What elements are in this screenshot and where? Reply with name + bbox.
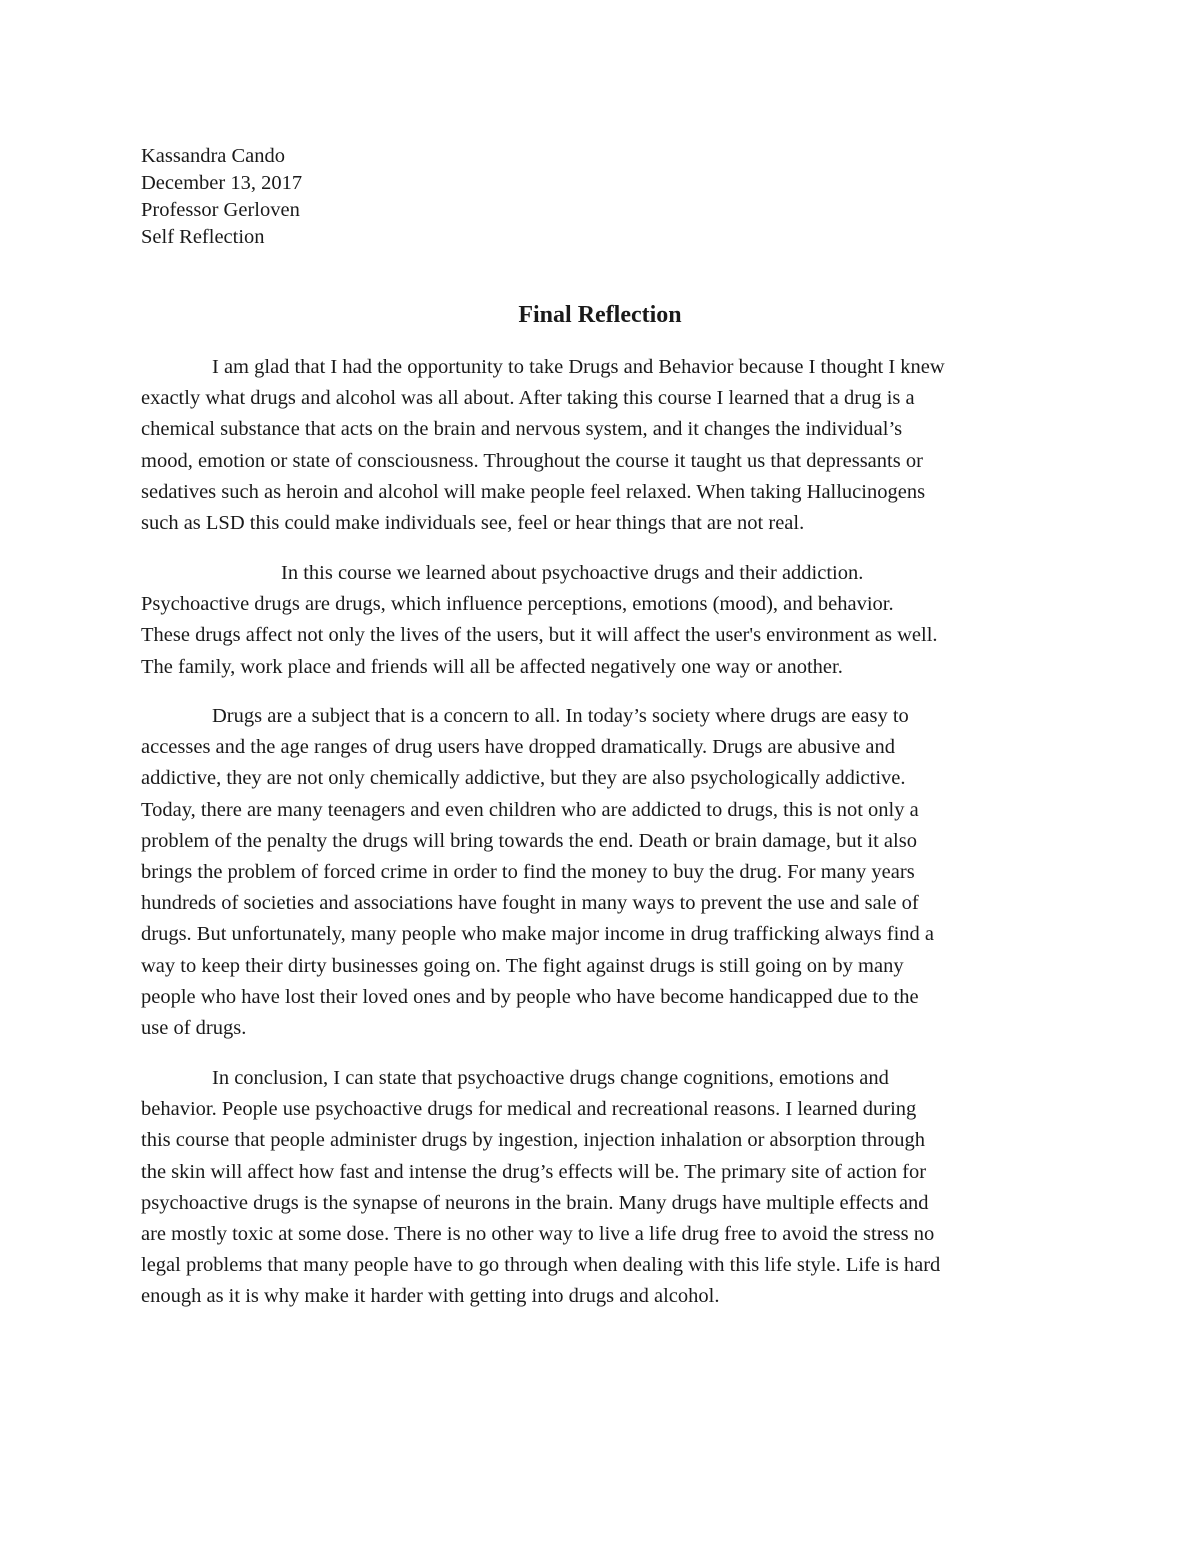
paragraph-1 [141,352,1059,539]
paragraph-line: accesses and the age ranges of drug users have dropped dramatically. Drugs are abusive and [141,736,896,759]
paragraph-line: addictive, they are not only chemically addictive, but they are also psychologically addictive. [141,767,906,790]
paragraph-line: In this course we learned about psychoactive drugs and their addiction. [281,562,864,584]
document-header [141,143,741,251]
paragraph-line: exactly what drugs and alcohol was all about. After taking this course I learned that a drug is a [141,387,915,410]
paragraph-line: are mostly toxic at some dose. There is no other way to live a life drug free to avoid the stress no [141,1223,935,1246]
paragraph-line: behavior. People use psychoactive drugs for medical and recreational reasons. I learned during [141,1098,917,1121]
paragraph-line: The family, work place and friends will all be affected negatively one way or another. [141,655,843,678]
paragraph-line: enough as it is why make it harder with getting into drugs and alcohol. [141,1285,720,1308]
paragraph-3 [141,701,1059,1044]
paragraph-4 [141,1063,1059,1313]
paragraph-line: people who have lost their loved ones and by people who have become handicapped due to the [141,985,919,1008]
professor-name: Professor Gerloven [141,199,300,221]
paragraph-line: In conclusion, I can state that psychoactive drugs change cognitions, emotions and [212,1067,889,1089]
paragraph-line: legal problems that many people have to go through when dealing with this life style. Life is hard [141,1254,941,1277]
paragraph-line: the skin will affect how fast and intense the drug’s effects will be. The primary site of action for [141,1160,927,1183]
paragraph-line: I am glad that I had the opportunity to take Drugs and Behavior because I thought I knew [212,356,945,378]
paragraph-line: problem of the penalty the drugs will bring towards the end. Death or brain damage, but it also [141,829,917,852]
paragraph-line: sedatives such as heroin and alcohol will make people feel relaxed. When taking Hallucinogens [141,480,926,503]
paragraph-line: way to keep their dirty businesses going on. The fight against drugs is still going on by many [141,954,904,977]
paragraph-line: These drugs affect not only the lives of the users, but it will affect the user's environment as well. [141,624,938,647]
paragraph-line: this course that people administer drugs by ingestion, injection inhalation or absorption through [141,1129,925,1152]
paragraph-line: drugs. But unfortunately, many people who make major income in drug trafficking always find a [141,923,935,946]
author-name: Kassandra Cando [141,145,286,167]
paragraph-line: psychoactive drugs is the synapse of neurons in the brain. Many drugs have multiple effects and [141,1191,929,1214]
paragraph-line: hundreds of societies and associations have fought in many ways to prevent the use and sale of [141,892,919,915]
paragraph-line: chemical substance that acts on the brain and nervous system, and it changes the individual’s [141,418,903,441]
paragraph-line: Drugs are a subject that is a concern to all. In today’s society where drugs are easy to [212,705,909,727]
paragraph-line: mood, emotion or state of consciousness. Throughout the course it taught us that depressants or [141,449,923,472]
assignment-name: Self Reflection [141,226,265,248]
paragraph-line: Psychoactive drugs are drugs, which influence perceptions, emotions (mood), and behavior. [141,593,894,616]
paragraph-line: such as LSD this could make individuals see, feel or hear things that are not real. [141,512,805,535]
paragraph-2 [141,558,1059,683]
paragraph-line: Today, there are many teenagers and even children who are addicted to drugs, this is not only a [141,798,919,821]
document-date: December 13, 2017 [141,172,303,194]
paragraph-line: brings the problem of forced crime in order to find the money to buy the drug. For many years [141,861,915,884]
paragraph-line: use of drugs. [141,1017,247,1040]
page-title: Final Reflection [518,302,682,328]
